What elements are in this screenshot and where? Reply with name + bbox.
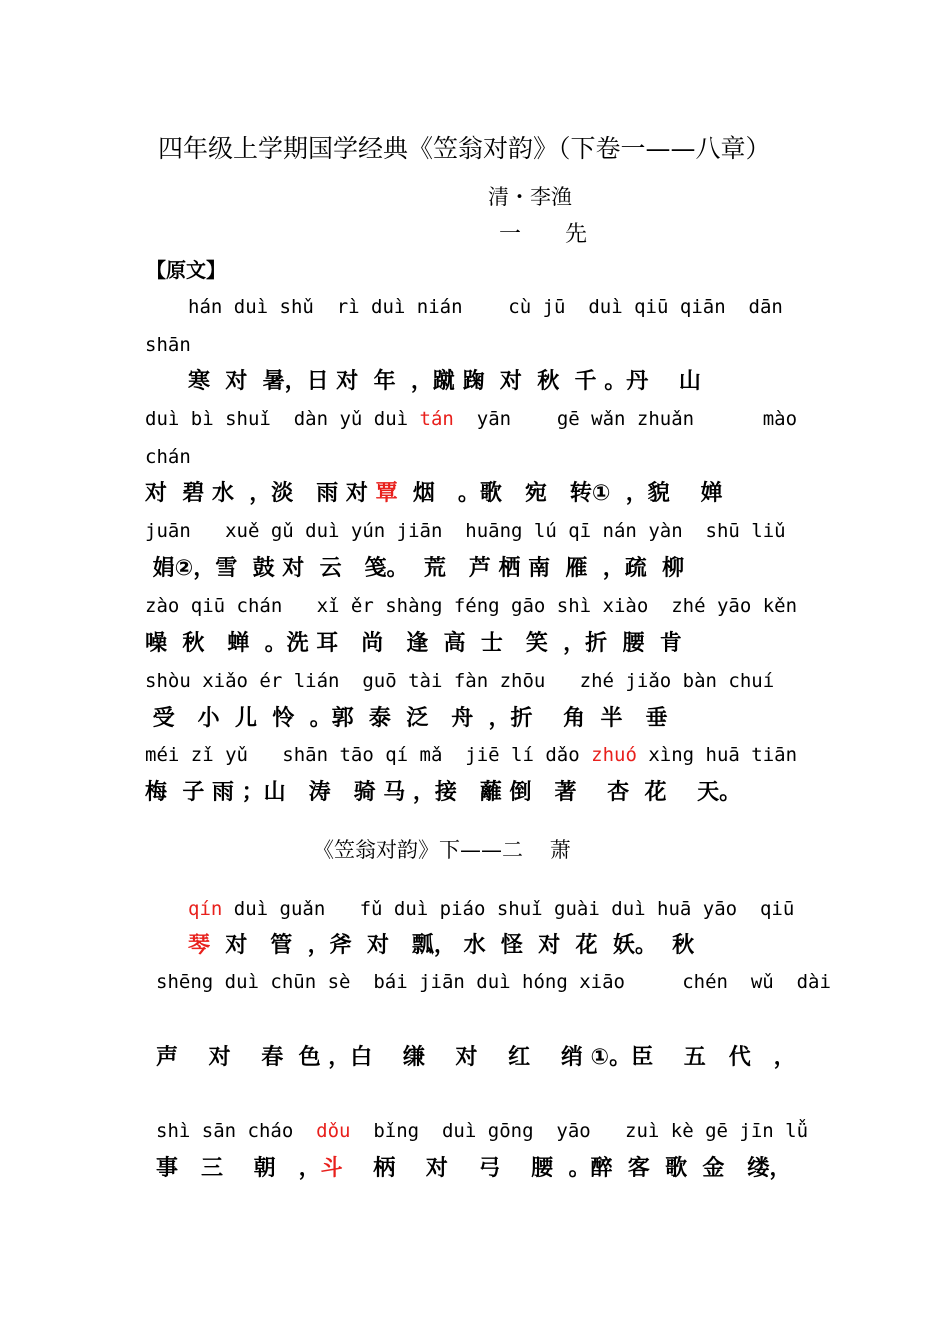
pinyin-line — [156, 1122, 808, 1141]
page-title: 四年级上学期国学经典《笠翁对韵》（下卷一——八章） — [158, 134, 771, 163]
pinyin-segment: xìng huā tiān — [636, 744, 798, 766]
hanzi-line — [145, 483, 722, 505]
pinyin-line: shòu xiǎo ér lián guō tài fàn zhōu zhé jiǎo bàn chuí — [145, 670, 775, 692]
section-heading: 《笠翁对韵》下——二 萧 — [313, 838, 571, 862]
hanzi-segment: 对 管 ，斧 对 瓢， 水 怪 对 花 妖。 秋 — [210, 933, 695, 958]
pinyin-segment: shì sān cháo — [156, 1120, 317, 1142]
pinyin-line: shān — [145, 334, 191, 356]
hanzi-line: 梅 子 雨 ；山 涛 骑 马 ，接 蘺 倒 著 杏 花 天。 — [145, 780, 742, 805]
highlighted-hanzi: 琴 — [188, 933, 211, 958]
pinyin-segment: duì bì shuǐ dàn yǔ duì — [145, 408, 420, 430]
highlighted-pinyin: dǒu — [316, 1120, 351, 1142]
author-line: 清・李渔 — [488, 185, 572, 209]
pinyin-segment: yān gē wǎn zhuǎn mào — [453, 408, 798, 430]
pinyin-line: shēng duì chūn sè bái jiān duì hóng xiāo chén wǔ dài — [156, 971, 831, 993]
pinyin-line — [188, 900, 794, 919]
pinyin-segment: méi zǐ yǔ shān tāo qí mǎ jiē lí dǎo — [145, 744, 592, 766]
pinyin-line — [145, 746, 797, 765]
pinyin-line: hán duì shǔ rì duì nián cù jū duì qiū qiān dān — [188, 296, 783, 318]
chapter-heading: 一 先 — [499, 222, 597, 247]
hanzi-line — [188, 935, 694, 957]
pinyin-line — [145, 410, 797, 429]
highlighted-pinyin: qín — [188, 898, 223, 920]
highlighted-hanzi: 覃 — [375, 481, 398, 506]
hanzi-line: 声 对 春 色 ，白 缣 对 红 绡 ①。臣 五 代 ， — [156, 1045, 796, 1070]
hanzi-segment: 对 碧 水 ，淡 雨 对 — [145, 481, 376, 506]
hanzi-line: 噪 秋 蝉 。洗 耳 尚 逢 高 士 笑 ，折 腰 肯 — [145, 631, 682, 656]
pinyin-segment: duì guǎn fǔ duì piáo shuǐ guài duì huā yāo qiū — [222, 898, 795, 920]
highlighted-pinyin: zhuó — [591, 744, 637, 766]
hanzi-line: 受 小 儿 怜 。郭 泰 泛 舟 ，折 角 半 垂 — [145, 706, 668, 731]
section-label: 【原文】 — [146, 258, 226, 282]
hanzi-line — [156, 1158, 791, 1180]
pinyin-line: chán — [145, 446, 191, 468]
pinyin-line: juān xuě gǔ duì yún jiān huāng lú qī nán yàn shū liǔ — [145, 520, 786, 542]
hanzi-segment: 柄 对 弓 腰 。醉 客 歌 金 缕， — [342, 1156, 792, 1181]
highlighted-pinyin: tán — [419, 408, 454, 430]
hanzi-segment: 烟 。歌 宛 转① ，貌 婵 — [397, 481, 723, 506]
pinyin-line: zào qiū chán xǐ ěr shàng féng gāo shì xiào zhé yāo kěn — [145, 595, 798, 617]
hanzi-line: 寒 对 暑，日 对 年 ，蹴 踘 对 秋 千 。丹 山 — [188, 369, 701, 394]
highlighted-hanzi: 斗 — [320, 1156, 343, 1181]
hanzi-segment: 事 三 朝 ， — [156, 1156, 321, 1181]
hanzi-line: 娟②，雪 鼓 对 云 笺。 荒 芦 栖 南 雁 ，疏 柳 — [145, 556, 685, 581]
pinyin-segment: bǐng duì gōng yāo zuì kè gē jīn lǚ — [350, 1120, 809, 1142]
